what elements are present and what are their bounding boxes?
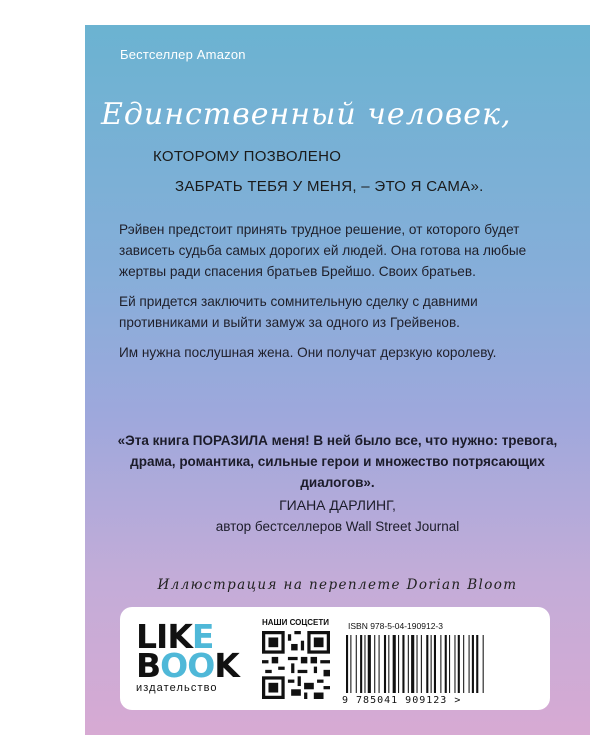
barcode-icon	[342, 635, 532, 693]
tagline-line-2: ЗАБРАТЬ ТЕБЯ У МЕНЯ, – ЭТО Я САМА».	[175, 178, 484, 195]
illustration-credit: Иллюстрация на переплете Dorian Bloom	[157, 577, 518, 593]
synopsis	[119, 219, 559, 372]
back-cover	[85, 25, 590, 735]
logo-subtitle: издательство	[136, 682, 218, 694]
quote-author: ГИАНА ДАРЛИНГ,	[279, 497, 396, 513]
bestseller-label: Бестселлер Amazon	[120, 47, 246, 62]
logo-line-book: BOOK	[136, 646, 239, 685]
review-quote: «Эта книга ПОРАЗИЛА меня! В ней было все, что нужно: тревога, драма, романтика, сильные герои и множество потрясающих диалогов».	[117, 433, 558, 490]
isbn-label: ISBN 978-5-04-190912-3	[348, 621, 443, 631]
publisher-panel	[120, 607, 550, 710]
tagline-line-1: КОТОРОМУ ПОЗВОЛЕНО	[153, 148, 342, 165]
barcode-number: 9 785041 909123 >	[342, 695, 462, 706]
synopsis-paragraph: Рэйвен предстоит принять трудное решение, от которого будет зависеть судьба самых дорогих ей людей. Она готова на любые жертвы ради спасения братьев Брейшо. Своих братьев.	[119, 222, 527, 279]
synopsis-paragraph: Ей придется заключить сомнительную сделку с давними противниками и выйти замуж за одного из Грейвенов.	[119, 294, 478, 330]
social-label: НАШИ СОЦСЕТИ	[262, 618, 329, 627]
synopsis-paragraph: Им нужна послушная жена. Они получат дерзкую королеву.	[119, 345, 497, 360]
logo-line-like: LIKE	[136, 617, 214, 656]
review-quote-block	[85, 430, 590, 537]
qr-code-icon	[262, 631, 330, 699]
script-headline: Единственный человек,	[101, 97, 512, 132]
publisher-logo	[136, 617, 246, 694]
quote-author-role: автор бестселлеров Wall Street Journal	[215, 519, 460, 534]
